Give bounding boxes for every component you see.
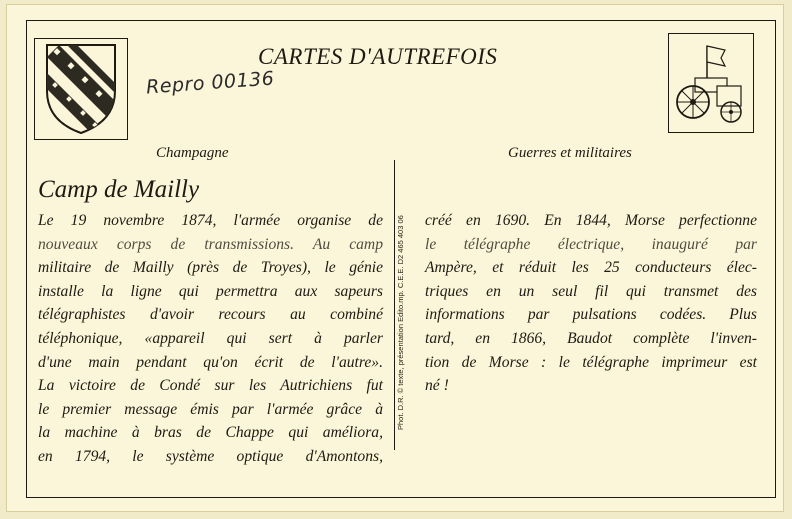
- text-line: La victoire de Condé sur les Autrichiens fut: [38, 377, 383, 395]
- column-divider: [394, 160, 395, 450]
- text-line: le télégraphe électrique, inauguré par: [425, 235, 757, 253]
- region-label: Champagne: [156, 145, 229, 161]
- text-line: tion de Morse : le télégraphe imprimeur est: [425, 353, 757, 371]
- body-text-right-column: [425, 209, 757, 398]
- telegraph-machine-icon: [668, 33, 754, 133]
- text-line: nouveaux corps de transmissions. Au camp: [38, 235, 383, 253]
- series-title: CARTES D'AUTREFOIS: [258, 44, 498, 69]
- text-line: né !: [425, 377, 449, 395]
- text-line: triques en un seul fil qui transmet des: [425, 282, 757, 300]
- text-line: en 1794, le système optique d'Amontons,: [38, 447, 383, 465]
- text-line: installe la ligne qui permettra aux sapeurs: [38, 282, 383, 300]
- category-label: Guerres et militaires: [508, 145, 632, 161]
- card-heading: Camp de Mailly: [38, 176, 200, 203]
- text-line: la machine à bras de Chappe qui améliora,: [38, 424, 383, 442]
- text-line: Le 19 novembre 1874, l'armée organise de: [38, 212, 383, 229]
- text-line: tard, en 1866, Baudot complète l'inven-: [425, 329, 757, 347]
- text-line: créé en 1690. En 1844, Morse perfectionne: [425, 212, 757, 229]
- text-line: d'une main pendant qu'on écrit de l'autre».: [38, 353, 383, 371]
- champagne-coat-of-arms-icon: [34, 38, 128, 140]
- handwritten-reference: Repro 00136: [145, 67, 275, 99]
- body-text-left-column: [38, 209, 383, 469]
- photo-credit: Phot. D.R. © texte, présentation Edito.mp. C.E.E. D2 465 403 06: [396, 215, 405, 430]
- text-line: informations par pulsations codées. Plus: [425, 306, 757, 324]
- text-line: militaire de Mailly (près de Troyes), le génie: [38, 259, 383, 277]
- text-line: téléphonique, «appareil qui sert à parler: [38, 329, 383, 347]
- text-line: Ampère, et réduit les 25 conducteurs élec-: [425, 259, 757, 277]
- text-line: le premier message émis par l'armée grâce à: [38, 400, 383, 418]
- text-line: télégraphistes d'avoir recours au combiné: [38, 306, 383, 324]
